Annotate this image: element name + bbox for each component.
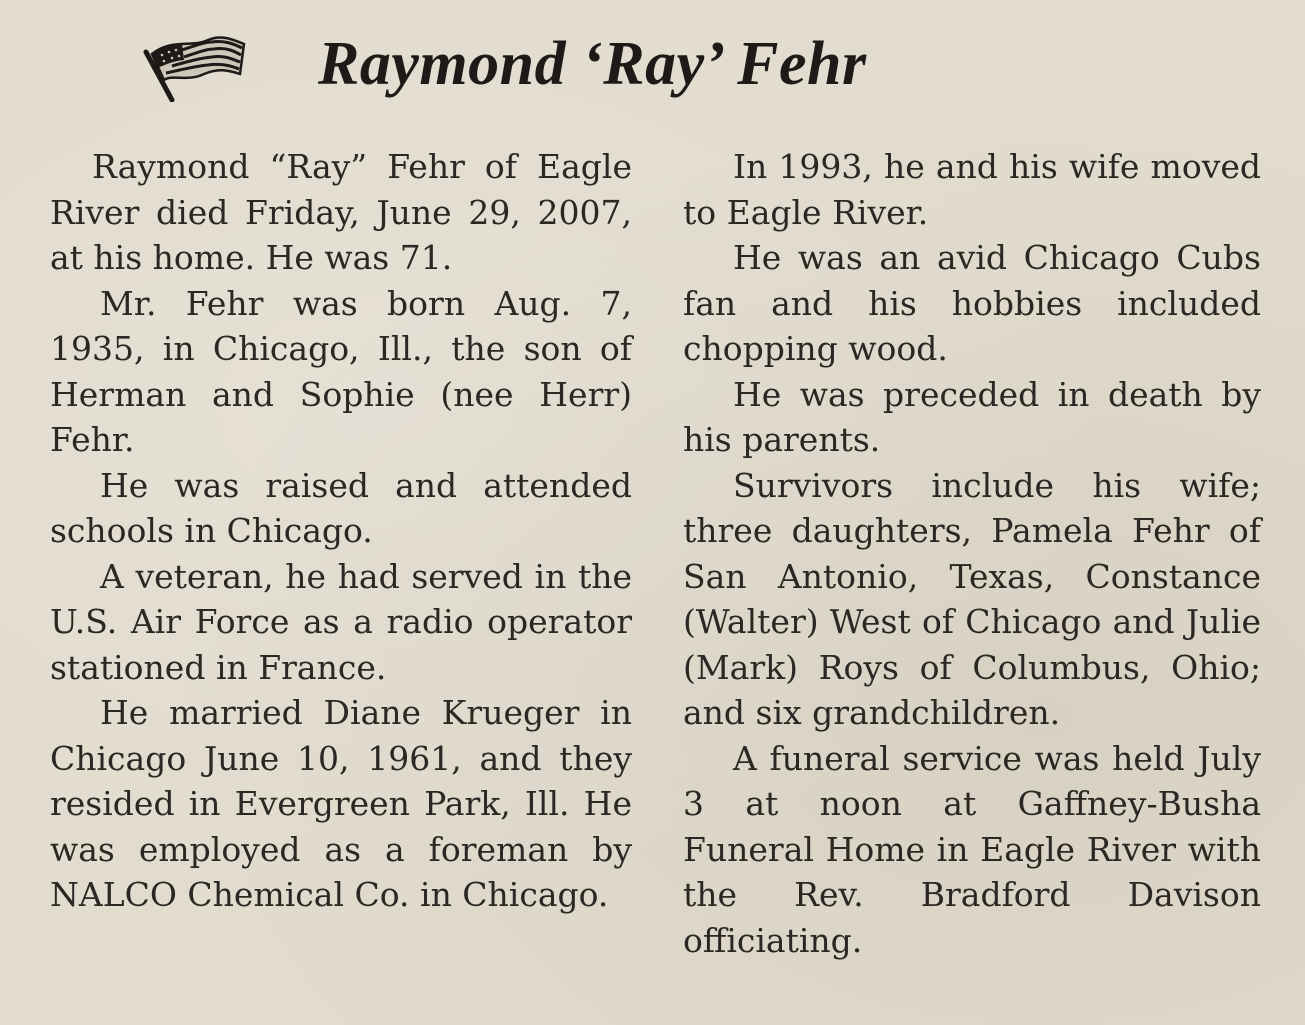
- paragraph: He was raised and attended schools in Chicago.: [50, 465, 632, 550]
- paragraph: In 1993, he and his wife moved to Eagle River.: [683, 147, 1261, 232]
- paragraph: He was an avid Chicago Cubs fan and his hobbies included chopping wood.: [683, 238, 1261, 368]
- paragraph: Mr. Fehr was born Aug. 7, 1935, in Chicago, Ill., the son of Herman and Sophie (nee Herr) Fehr.: [50, 283, 632, 459]
- paragraph: He was preceded in death by his parents.: [683, 374, 1261, 459]
- paragraph: He married Diane Krueger in Chicago June 10, 1961, and they resided in Evergreen Park, Ill. He was employed as a foreman by NALCO Chemical Co. in Chicago.: [50, 693, 632, 914]
- right-column: [683, 144, 1261, 963]
- obituary-headline: Raymond ‘Ray’ Fehr: [318, 30, 867, 98]
- paragraph: Raymond “Ray” Fehr of Eagle River died Friday, June 29, 2007, at his home. He was 71.: [50, 147, 632, 277]
- american-flag-icon: [142, 30, 246, 102]
- paragraph: A veteran, he had served in the U.S. Air Force as a radio operator stationed in France.: [50, 556, 632, 687]
- paragraph: Survivors include his wife; three daughters, Pamela Fehr of San Antonio, Texas, Constance (Walter) West of Chicago and Julie (Mark) Roys of Columbus, Ohio; and six grandchildren.: [683, 465, 1261, 732]
- left-column: [50, 144, 632, 918]
- paragraph: A funeral service was held July 3 at noon at Gaffney-Busha Funeral Home in Eagle River with the Rev. Bradford Davison officiating.: [683, 738, 1261, 960]
